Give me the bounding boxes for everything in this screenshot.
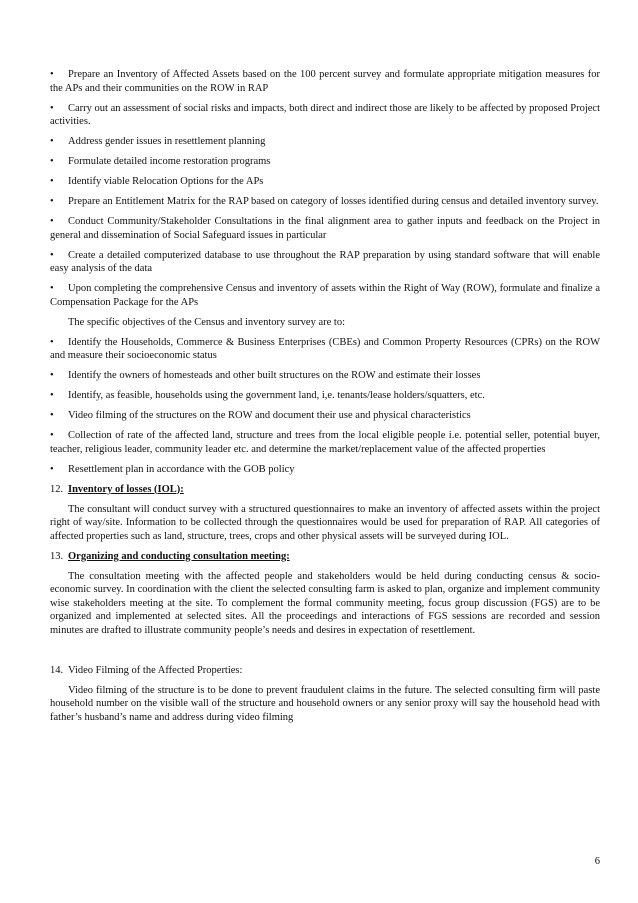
bullet-icon: • (50, 196, 54, 207)
bullet-icon: • (50, 176, 54, 187)
section-12 (50, 483, 600, 544)
bullet-icon: • (50, 136, 54, 147)
bullet-item: • Formulate detailed income restoration programs (50, 156, 271, 167)
page-content (50, 68, 600, 731)
section-heading: 12. Inventory of losses (IOL): (50, 483, 184, 495)
section-13 (50, 550, 600, 638)
bullet-item: • Address gender issues in resettlement planning (50, 136, 266, 147)
section-heading: 14. Video Filming of the Affected Properties: (50, 664, 243, 676)
bullet-list-b (50, 336, 600, 477)
spacer (50, 644, 600, 664)
bullet-item: • Identify the Households, Commerce & Business Enterprises (CBEs) and Common Property Resources (CPRs) on the ROW and measure their socioeconomic status (50, 336, 600, 361)
page-number: 6 (594, 856, 600, 867)
section-body: The consultant will conduct survey with a structured questionnaires to make an inventory of affected assets within the project right of way/site. Information to be collected through the questionnaires would be used for preparation of RAP. All categories of affected properties such as land, structure, trees, crops and other physical assets will be surveyed during IOL. (50, 503, 600, 542)
section-heading: 13. Organizing and conducting consultation meeting: (50, 550, 290, 562)
bullet-icon: • (50, 463, 54, 475)
objectives-intro: The specific objectives of the Census and inventory survey are to: (68, 316, 345, 328)
bullet-icon: • (50, 249, 54, 261)
bullet-item: • Identify viable Relocation Options for the APs (50, 176, 264, 187)
section-title: Organizing and conducting consultation meeting: (68, 550, 290, 562)
section-body: The consultation meeting with the affected people and stakeholders would be held during conducting census & socio-economic survey. In coordination with the client the selected consulting farm is asked to plan, organize and implement community wise stakeholders meeting at the site. To complement the formal community meeting, focus group discussion (FGS) are to be organized and implemented at selected sites. All the proceedings and interactions of FGS sessions are recorded and session minutes are drafted to illustrate community people’s needs and desires in expectation of resettlement. (50, 570, 600, 636)
bullet-icon: • (50, 156, 54, 167)
bullet-icon: • (50, 410, 54, 421)
bullet-item: • Prepare an Inventory of Affected Assets based on the 100 percent survey and formulate appropriate mitigation measures for the APs and their communities on the ROW in RAP (50, 69, 600, 94)
bullet-icon: • (50, 216, 54, 227)
bullet-item: • Resettlement plan in accordance with the GOB policy (50, 463, 295, 475)
bullet-item: • Prepare an Entitlement Matrix for the RAP based on category of losses identified during census and detailed inventory survey. (50, 196, 599, 207)
bullet-item: • Create a detailed computerized database to use throughout the RAP preparation by using standard software that will enable easy analysis of the data (50, 249, 600, 274)
bullet-item: • Video filming of the structures on the ROW and document their use and physical characteristics (50, 410, 471, 421)
section-title: Video Filming of the Affected Properties: (68, 664, 243, 676)
bullet-list-a (50, 68, 600, 309)
section-title: Inventory of losses (IOL): (68, 483, 184, 495)
bullet-item: • Upon completing the comprehensive Census and inventory of assets within the Right of Way (ROW), formulate and finalize a Compensation Package for the APs (50, 283, 600, 308)
section-14 (50, 664, 600, 725)
bullet-icon: • (50, 430, 54, 441)
bullet-icon: • (50, 370, 54, 381)
bullet-item: • Carry out an assessment of social risks and impacts, both direct and indirect those are likely to be affected by proposed Project activities. (50, 102, 600, 127)
bullet-item: • Collection of rate of the affected land, structure and trees from the local eligible people i.e. potential seller, potential buyer, teacher, religious leader, community leader etc. and determine the market/replacement value of the affected properties (50, 430, 600, 455)
bullet-icon: • (50, 390, 54, 401)
bullet-item: • Conduct Community/Stakeholder Consultations in the final alignment area to gather inputs and feedback on the Project in general and dissemination of Social Safeguard issues in particular (50, 216, 600, 241)
bullet-icon: • (50, 102, 54, 114)
bullet-item: • Identify, as feasible, households using the government land, i,e. tenants/lease holders/squatters, etc. (50, 390, 485, 401)
bullet-icon: • (50, 336, 54, 348)
section-body: Video filming of the structure is to be done to prevent fraudulent claims in the future. The selected consulting firm will paste household number on the visible wall of the structure and household owners or any senior proxy will say the household head with father’s husband’s name and address during video filming (50, 684, 600, 723)
bullet-item: • Identify the owners of homesteads and other built structures on the ROW and estimate their losses (50, 370, 481, 381)
bullet-icon: • (50, 69, 54, 80)
bullet-icon: • (50, 283, 54, 294)
